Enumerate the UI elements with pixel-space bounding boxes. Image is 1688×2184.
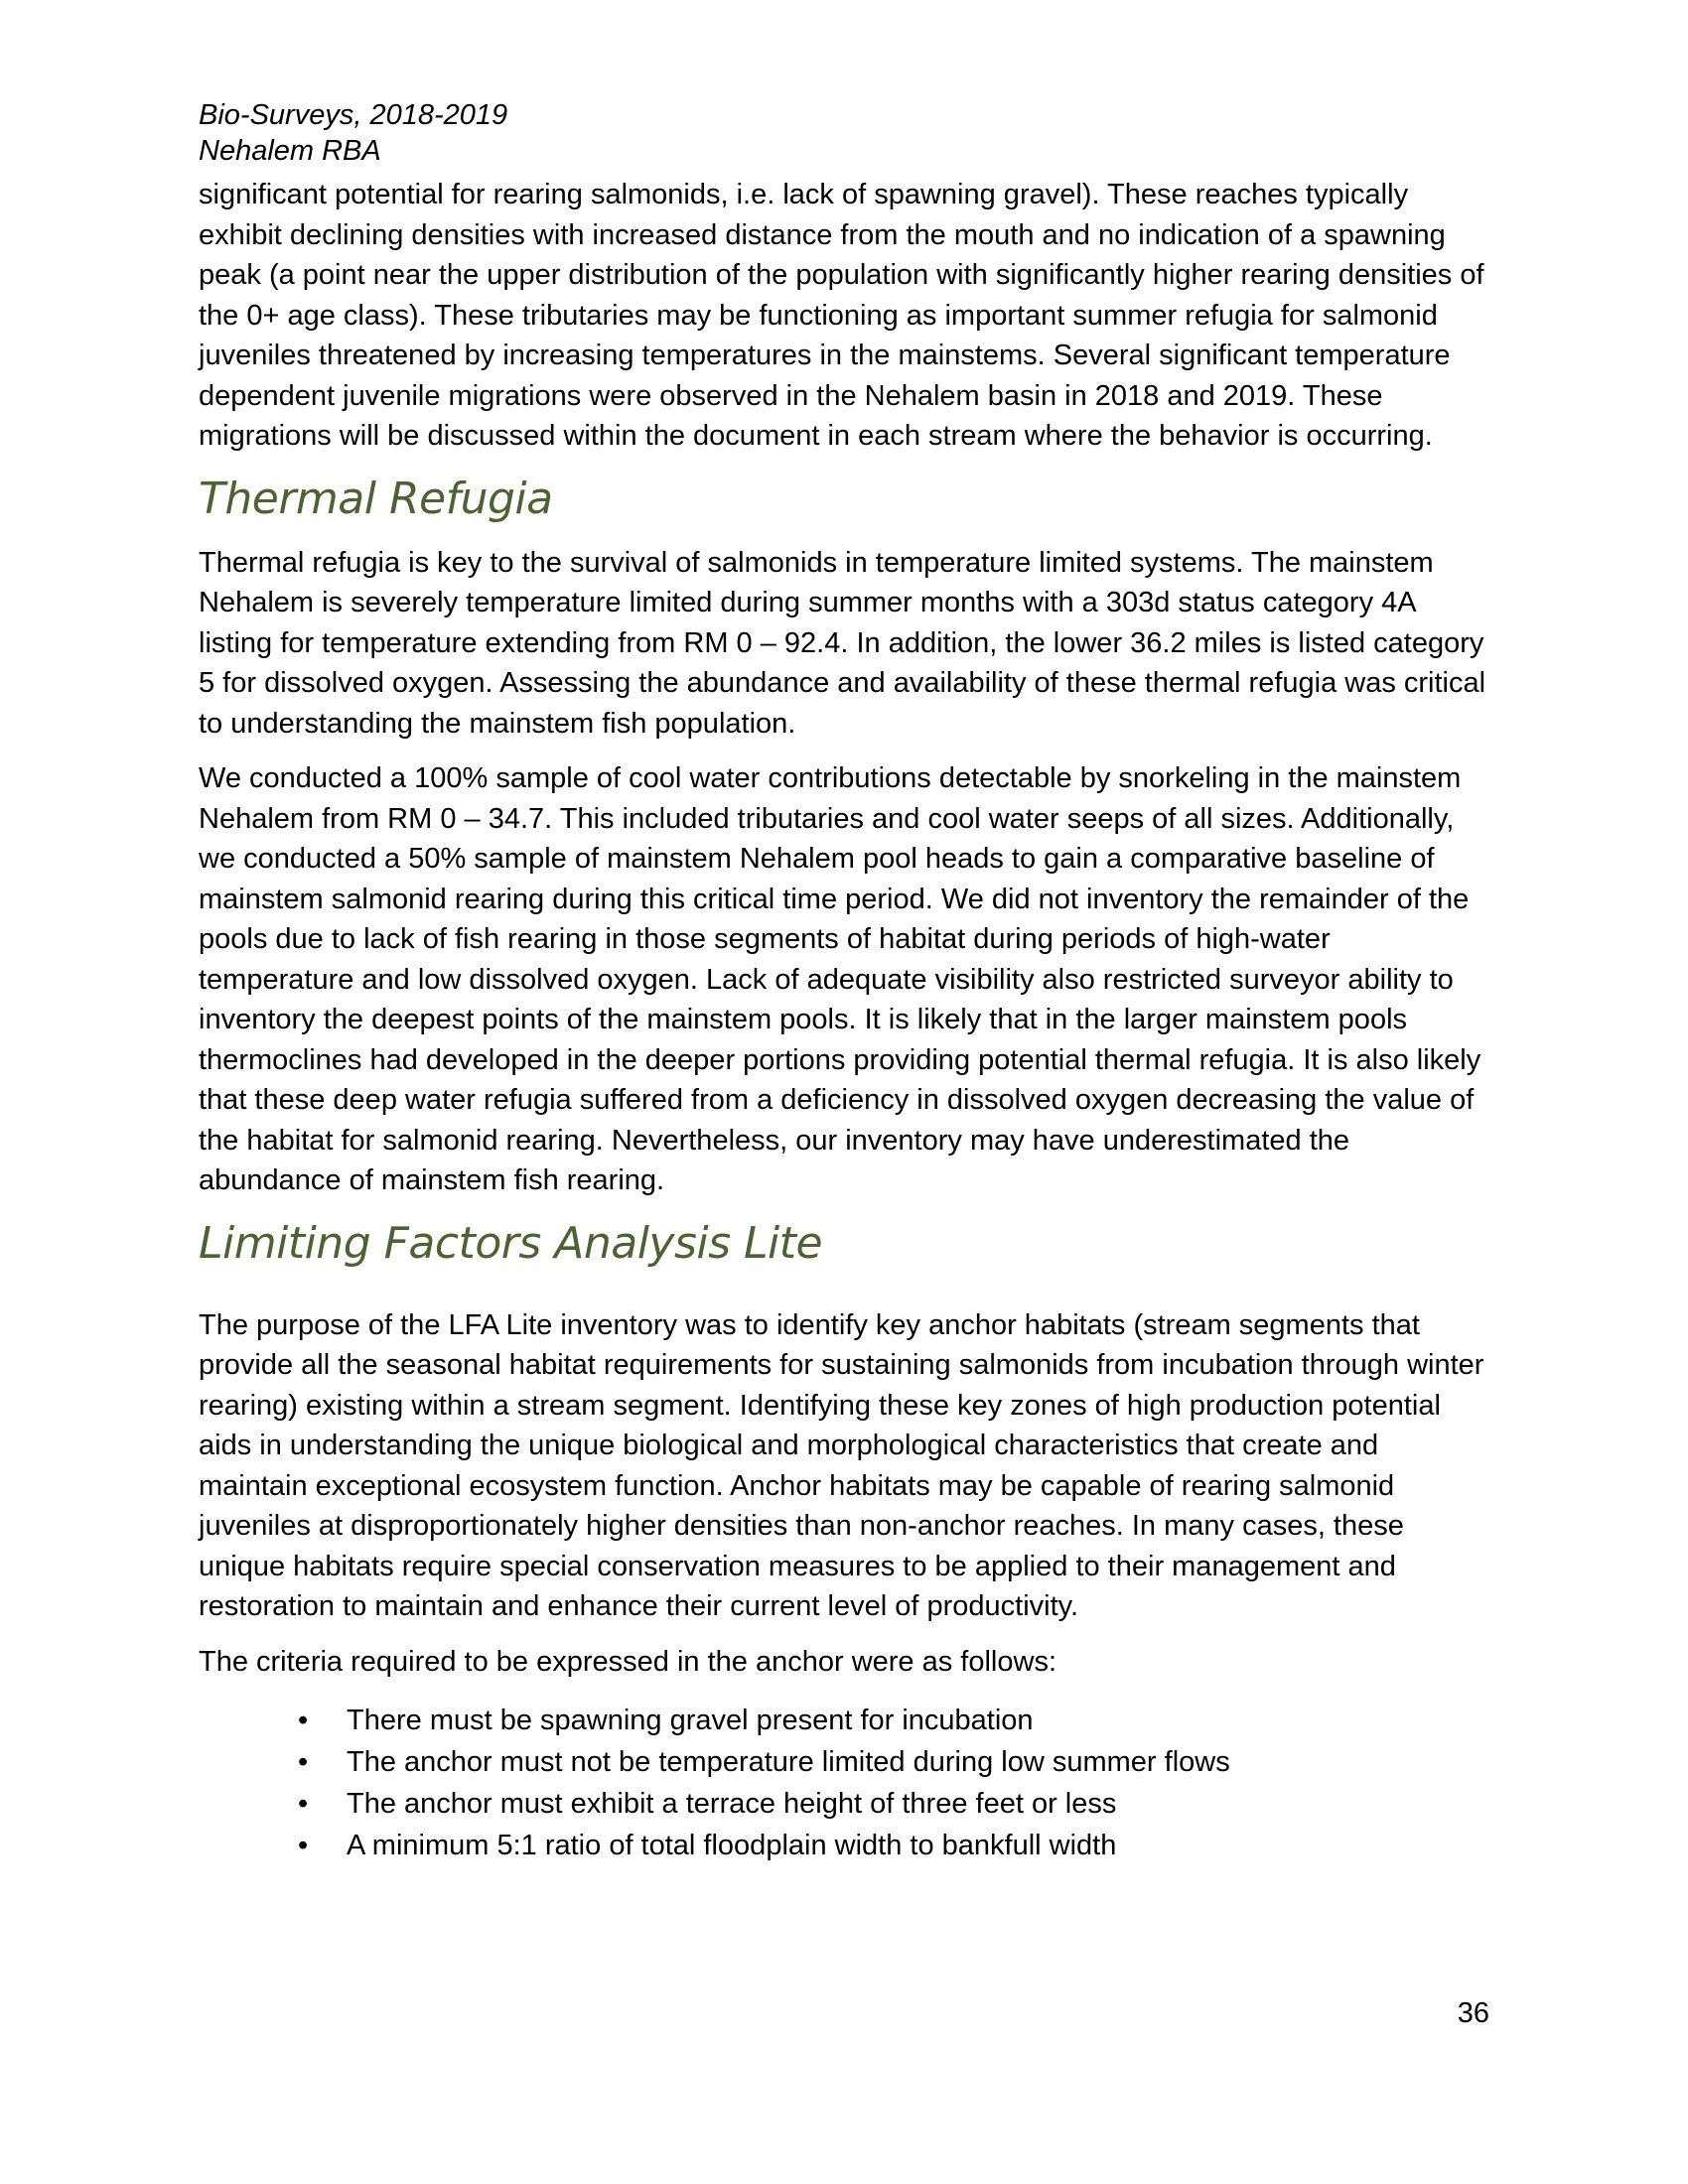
document-page — [199, 97, 1489, 1866]
header-report-title: Bio-Surveys, 2018-2019 — [199, 99, 508, 131]
list-item — [298, 1700, 1489, 1741]
list-item — [298, 1825, 1489, 1866]
bullet-icon: • — [298, 1788, 309, 1820]
bullet-icon: • — [298, 1830, 309, 1861]
lfa-lite-paragraph-1: The purpose of the LFA Lite inventory was to identify key anchor habitats (stream segments that provide all the seasonal habitat requirements for sustaining salmonids from incubation through winter rearing) existing within a stream segment. Identifying these key zones of high production potential aids in understanding the unique biological and morphological characteristics that create and maintain exceptional ecosystem function. Anchor habitats may be capable of rearing salmonid juveniles at disproportionately higher densities than non-anchor reaches. In many cases, these unique habitats require special conservation measures to be applied to their management and restoration to maintain and enhance their current level of productivity. — [199, 1308, 1484, 1622]
thermal-refugia-heading: Thermal Refugia — [199, 473, 553, 524]
header-basin-name: Nehalem RBA — [199, 135, 381, 167]
intro-paragraph: significant potential for rearing salmonids, i.e. lack of spawning gravel). These reaches typically exhibit declining densities with increased distance from the mouth and no indication of a spawning peak (a point near the upper distribution of the population with significantly higher rearing densities of the 0+ age class). These tributaries may be functioning as important summer refugia for salmonid juveniles threatened by increasing temperatures in the mainstems. Several significant temperature dependent juvenile migrations were observed in the Nehalem basin in 2018 and 2019. These migrations will be discussed within the document in each stream where the behavior is occurring. — [199, 179, 1484, 452]
criterion-text: The anchor must exhibit a terrace height of three feet or less — [347, 1788, 1117, 1820]
bullet-icon: • — [298, 1705, 309, 1736]
criterion-text: The anchor must not be temperature limited during low summer flows — [347, 1746, 1230, 1778]
lfa-lite-heading: Limiting Factors Analysis Lite — [199, 1217, 823, 1269]
criterion-text: A minimum 5:1 ratio of total floodplain width to bankfull width — [347, 1830, 1117, 1861]
list-item — [298, 1741, 1489, 1783]
lfa-lite-criteria-intro: The criteria required to be expressed in the anchor were as follows: — [199, 1645, 1056, 1678]
list-item — [298, 1783, 1489, 1825]
bullet-icon: • — [298, 1746, 309, 1778]
thermal-refugia-paragraph-1: Thermal refugia is key to the survival of salmonids in temperature limited systems. The mainstem Nehalem is severely temperature limited during summer months with a 303d status category 4A listing for temperature extending from RM 0 – 92.4. In addition, the lower 36.2 miles is listed category 5 for dissolved oxygen. Assessing the abundance and availability of these thermal refugia was critical to understanding the mainstem fish population. — [199, 546, 1486, 740]
page-number: 36 — [1457, 1997, 1489, 2029]
criterion-text: There must be spawning gravel present for incubation — [347, 1705, 1034, 1736]
anchor-criteria-list — [199, 1700, 1489, 1866]
thermal-refugia-paragraph-2: We conducted a 100% sample of cool water contributions detectable by snorkeling in the mainstem Nehalem from RM 0 – 34.7. This included tributaries and cool water seeps of all sizes. Additionally, we conducted a 50% sample of mainstem Nehalem pool heads to gain a comparative baseline of mainstem salmonid rearing during this critical time period. We did not inventory the remainder of the pools due to lack of fish rearing in those segments of habitat during periods of high-water temperature and low dissolved oxygen. Lack of adequate visibility also restricted surveyor ability to inventory the deepest points of the mainstem pools. It is likely that in the larger mainstem pools thermoclines had developed in the deeper portions providing potential thermal refugia. It is also likely that these deep water refugia suffered from a deficiency in dissolved oxygen decreasing the value of the habitat for salmonid rearing. Nevertheless, our inventory may have underestimated the abundance of mainstem fish rearing. — [199, 762, 1481, 1196]
running-header — [199, 97, 1489, 169]
